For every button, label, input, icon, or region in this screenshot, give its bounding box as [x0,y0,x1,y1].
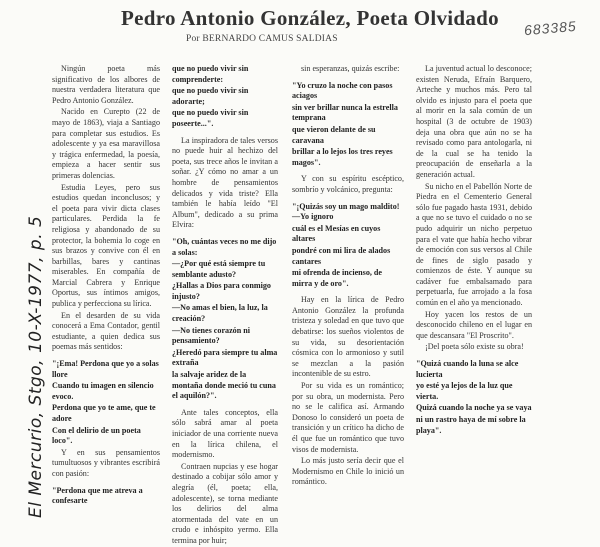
paragraph: Hoy yacen los restos de un desconocido chileno en el lugar en que descansara "El Proscrito". [416,309,532,340]
verse-line: Cuando tu imagen en silencio evoco. [52,381,154,401]
verse-line: "Yo cruzo la noche con pasos aciagos [292,80,393,101]
verse-line: que no puedo vivir sin poseerte...". [172,108,249,128]
article-column-1 [52,64,160,534]
paragraph: sin esperanzas, quizás escribe: [301,64,400,73]
verse-line: pondré con mi lira de alados cantares [292,245,391,266]
verse-line: "Quizá cuando la luna se alce lucierta [416,359,519,379]
article-byline: Por BERNARDO CAMUS SALDIAS [186,34,338,44]
paragraph: En el desarden de su vida conocerá a Ema Contador, gentil estudiante, a quien dedica sus poemas más sentidos: [52,310,160,352]
verse-line: —No amas el bien, la luz, la creación? [172,303,268,324]
verse-line: sin ver brillar nunca la estrella temprana [292,102,398,123]
paragraph: Ante tales conceptos, ella sólo sabrá amar al poeta iniciador de una corriente nueva en la lírica chilena, el modernismo. [172,407,278,460]
article-title: Pedro Antonio González, Poeta Olvidado [121,6,499,30]
paragraph: Y en sus pensamientos tumultuosos y vibrantes escribirá con pasión: [52,447,160,478]
paragraph: La juventud actual lo desconoce; existen Neruda, Efraín Barquero, Arteche y muchos más. Pero tal olvido es injusto para el poeta que al morir en la sala común de un hospital (3 de octubre de 1903) deja una obra que aún no se ha revisado como para antologarla, ni de la cual se ha tenido la preocupación de enseñarla a la generación actual. [416,64,532,179]
verse-line: ni un rastro haya de mí sobre la playa". [416,415,526,435]
verse-line: "Oh, cuántas veces no me dijo a solas: [172,236,277,257]
verse-line: "¡Ema! Perdona que yo a solas llore [52,359,159,379]
article-column-2 [172,64,278,545]
paragraph: Y con su espíritu escéptico, sombrío y volcánico, pregunta: [292,174,404,194]
verse-line: que vieron delante de su caravana [292,124,376,145]
paragraph: ¡Del poeta sólo existe su obra! [425,342,524,352]
verse-line: mi ofrenda de incienso, de mirra y de oro". [292,268,383,288]
paragraph: Por su vida es un romántico; por su obra, un modernista. Pero no se le califica así. Armando Donoso lo consideró un poeta de transición y un crítico ha dicho de él que fue un romántico que tuvo visos de modernista. [292,381,404,454]
verse-line: Con el delirio de un poeta loco". [52,425,141,446]
verse-line: que no puedo vivir sin adorarte; [172,86,249,106]
verse-line: que no puedo vivir sin comprenderte: [172,64,249,84]
verse-line: ¿Heredó para siempre tu alma extraña [172,347,278,368]
verse-line: —¿Por qué está siempre tu semblante adusto? [172,259,266,279]
verse-line: yo esté ya lejos de la luz que vierta. [416,381,513,401]
verse-line: la salvaje aridez de la montaña donde meció tu cuna el aquilón?". [172,370,276,401]
verse-line: —No tienes corazón ni pensamiento? [172,325,251,346]
verse-line: cuál es el Mesías en cuyos altares [292,223,381,244]
paragraph: Ningún poeta más significativo de los albores de nuestra verdadera literatura que Pedro Antonio González. [52,64,160,105]
verse-line: Perdona que yo te ame, que te adore [52,403,156,423]
verse-line: ¿Hallas a Dios para conmigo injusto? [172,281,271,301]
article-column-4 [416,64,532,534]
verse-line: "Perdona que me atreva a confesarte [52,485,143,506]
paragraph: Contraen nupcias y ese hogar destinado a cobijar sólo amor y alegría (él, poeta; ella, adolescente), se torna mediante los delirios del alma atormentada del vate en un crudo e inhóspito yermo. Ella termina por huir; [172,461,278,545]
verse-line: brillar a lo lejos los tres reyes magos". [292,147,393,167]
handwritten-source-note: El Mercurio, Stgo, 10-X-1977, p. 5 [26,215,46,518]
paragraph: Su nicho en el Pabellón Norte de Piedra en el Cementerio General sólo fue pagado hasta 1931, debido a que no se tuvo el cuidado o no se pudo adquirir un nicho perpetuo para el vate que había hecho vibrar de emoción con sus versos al Chile de fines de siglo pasado y comienzos de éste. Y aunque su cadáver fue embalsamado para perpetuarla, fue arrojado a la fosa común en el año ya mencionado. [416,181,532,308]
verse-line: "¡Quizás soy un mago maldito! —Yo ignoro [292,201,400,222]
paragraph: Hay en la lírica de Pedro Antonio González la profunda tristeza y soledad en que tuvo que debatirse: los sueños violentos de su vida, su desorientación cósmica con lo armonioso y sutil se mezclan a la pasión incontenible de su estro. [292,295,404,379]
paragraph: La inspiradora de tales versos no puede huir al hechizo del poeta, sus trece años le invitan a soñar. ¿Y cómo no amar a un hombre de pensamientos delicados y vida triste? Ella también le había leído "El Album", dedicado a su prima Elvira: [172,135,278,230]
article-column-3 [292,64,404,534]
paragraph: Lo más justo sería decir que el Modernismo en Chile lo inició un romántico. [292,456,404,487]
paragraph: Estudia Leyes, pero sus estudios quedan inconclusos; y el poeta para vivir dicta clases particulares. Perdida la fe religiosa y abandonado de su protector, la bohemia lo coge en sus brazos y convive con él en barbillas, bares y cantinas miserables. En compañía de Marcial Cabrera y Enrique Oportus, sus íntimos amigos, publica y perfecciona su lírica. [52,182,160,309]
catalog-number: 683385 [523,17,578,39]
verse-line: Quizá cuando la noche ya se vaya [416,403,532,413]
paragraph: Nacido en Curepto (22 de mayo de 1863), viaja a Santiago para completar sus estudios. Es adolescente y ya esa maravillosa y trágica enfermedad, la poesía, empieza a hacer sentir sus primeras dolencias. [52,107,160,180]
